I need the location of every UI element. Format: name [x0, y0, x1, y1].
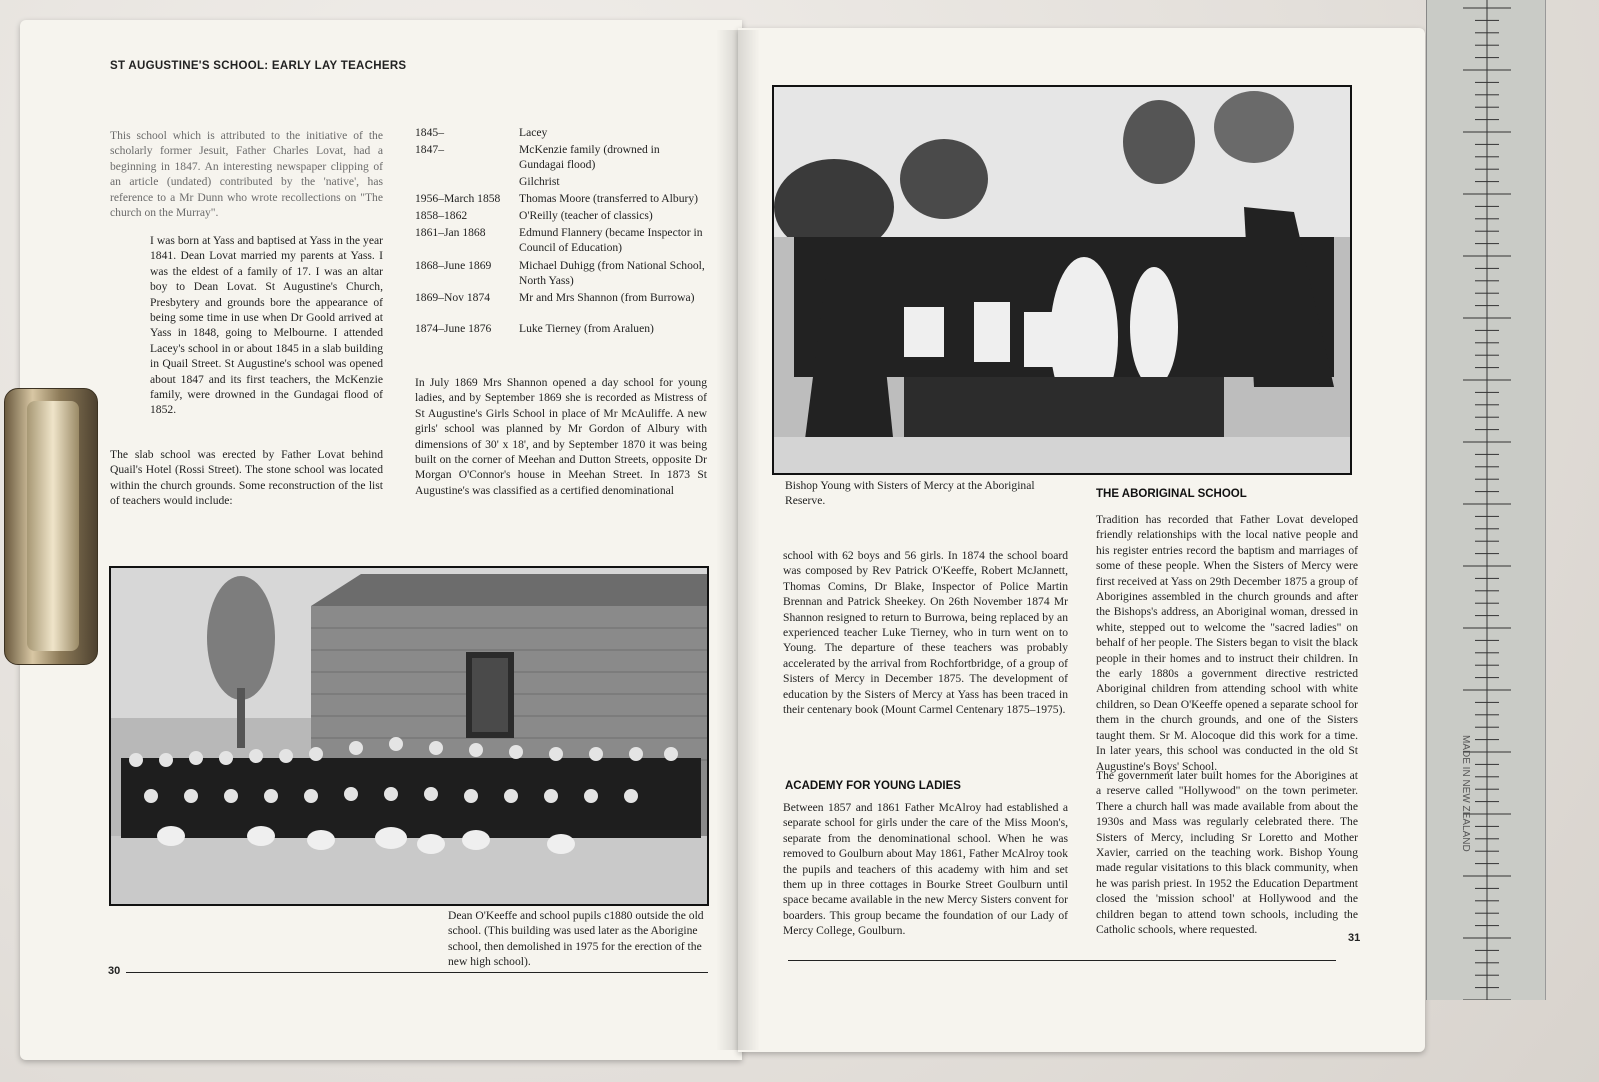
ruler-scale: [1427, 0, 1545, 1000]
teacher-row: 1847– McKenzie family (drowned in Gundagai flood): [415, 143, 660, 172]
teacher-row: 1956–March 1858 Thomas Moore (transferred to Albury): [415, 192, 699, 206]
teacher-list: [415, 125, 707, 338]
teacher-row: 1858–1862 O'Reilly (teacher of classics): [415, 209, 653, 223]
bishop-photo-illustration: [774, 87, 1350, 473]
continued-paragraph: school with 62 boys and 56 girls. In 1874 the school board was composed by Rev Patrick O'Keeffe, Robert McJannett, Thomas Comins, Dr Blake, Inspector of Police Martin Brennan and Patrick Sheekey. On 26th November 1874 Mr Shannon resigned to return to Burrowa, being replaced by an experienced teacher Luke Tierney, who in turn went on to Young. The departure of these teachers was probably accelerated by the arrival from Rochfortbridge, of a group of Sisters of Mercy in December 1875. The development of education by the Sisters of Mercy at Yass has been traced in their centenary book (Mount Carmel Centenary 1875–1975).: [783, 549, 1068, 717]
aboriginal-heading: THE ABORIGINAL SCHOOL: [1096, 488, 1247, 500]
teacher-row: 1845– Lacey: [415, 126, 548, 139]
teacher-row: Gilchrist: [519, 175, 560, 189]
intro-paragraph: This school which is attributed to the initiative of the scholarly former Jesuit, Father Charles Lovat, had a beginning in 1847. An interesting newspaper clipping of an article (undated) contributed by the 'native', has reference to a Mr Dunn who wrote recollections on "The church on the Murray".: [110, 129, 383, 220]
footer-rule-right: [788, 960, 1336, 961]
july-1869-paragraph: In July 1869 Mrs Shannon opened a day school for young ladies, and by September 1869 she is recorded as Mistress of St Augustine's Girls School in place of Mr McAuliffe. A new girls' school was planned by Mr Gordon of Albury with dimensions of 30' x 18', and by September 1870 it was being built on the corner of Meehan and Dutton Streets, opposite Dr Morgan O'Connor's house in Meehan Street. In 1873 St Augustine's was classified as a certified denominational: [415, 376, 707, 497]
aboriginal-paragraph-2: The government later built homes for the Aborigines at a reserve called "Hollywood" on the town perimeter. There a church hall was made available from about the 1930s and Mass was regularly celebrated there. The Sisters of Mercy, including Sr Loretto and Mother Xavier, carried on the teaching work. Bishop Young made regular visitations to this black community, when he was parish priest. In 1952 the Education Department closed the 'mission school' at Hollywood and the children began to attend town schools, including the Catholic schools, where requested.: [1096, 769, 1358, 937]
school-photo-caption: Dean O'Keeffe and school pupils c1880 outside the old school. (This building was used later as the Aborigine school, then demolished in 1975 for the erection of the new high school).: [448, 909, 704, 969]
ruler: [1426, 0, 1546, 1000]
page-number-right: 31: [1348, 932, 1361, 944]
teacher-row: 1874–June 1876 Luke Tierney (from Araluen): [415, 321, 654, 335]
teacher-row: 1868–June 1869 Michael Duhigg (from National School, North Yass): [415, 258, 705, 287]
school-photo-illustration: [111, 568, 707, 904]
bishop-photo-caption: Bishop Young with Sisters of Mercy at the Aboriginal Reserve.: [785, 479, 1035, 508]
aboriginal-paragraph-1: Tradition has recorded that Father Lovat developed friendly relationships with the local native people and his register entries record the baptism and marriages of some of these people. When the Sisters of Mercy were first received at Yass on 29th December 1875 a group of Aborigines assembled in the church grounds and after the Bishops's address, an Aboriginal woman, dressed in white, stepped out to welcome the "sacred ladies" on behalf of her people. The Sisters began to visit the black people in their homes and to instruct their children. In the early 1880s a government directive restricted Aboriginal children from attending school with white children, so Dean O'Keeffe opened a separate school for them in the church grounds, and one of the Sisters taught them. Sr M. Alocoque did this work for a time. In later years, this school was conducted in the old St Augustine's Boys' School.: [1096, 513, 1358, 773]
slab-school-paragraph: The slab school was erected by Father Lovat behind Quail's Hotel (Rossi Street). The stone school was located within the church grounds. Some reconstruction of the list of teachers would include:: [110, 448, 383, 508]
school-pupils-photo: [109, 566, 709, 906]
teacher-row: [415, 307, 707, 321]
bishop-sisters-photo: [772, 85, 1352, 475]
academy-heading: ACADEMY FOR YOUNG LADIES: [785, 780, 961, 792]
quote-paragraph: I was born at Yass and baptised at Yass in the year 1841. Dean Lovat married my parents at Yass. I was the eldest of a family of 17. I was an altar boy to Dean Lovat. St Augustine's Church, Presbytery and grounds bore the appearance of being some time in use when Dr Goold arrived at Yass in 1848, going to Melbourne. I attended Lacey's school in or about 1845 in a slab building in Quail Street. St Augustine's school was opened about 1847 and its first teachers, the McKenzie family, were drowned in the Gundagai flood of 1852.: [150, 234, 383, 417]
page-header: ST AUGUSTINE'S SCHOOL: EARLY LAY TEACHERS: [110, 60, 407, 72]
binder-clip: [4, 388, 98, 665]
book-gutter: [716, 30, 760, 1050]
binder-clip-face: [27, 401, 79, 651]
teacher-row: 1869–Nov 1874 Mr and Mrs Shannon (from Burrowa): [415, 290, 695, 304]
academy-paragraph: Between 1857 and 1861 Father McAlroy had established a separate school for girls under the care of the Miss Moon's, separate from the denominational school. When he was removed to Goulburn about May 1861, Father McAlroy took the pupils and teachers of this academy with him and set them up in three cottages in Bourke Street Goulburn until space became available in the new Mercy Sisters convent for boarders. This group became the foundation of our Lady of Mercy College, Goulburn.: [783, 801, 1068, 938]
teacher-row: 1861–Jan 1868 Edmund Flannery (became Inspector in Council of Education): [415, 226, 703, 255]
page-number-left: 30: [108, 965, 121, 977]
footer-rule-left: [126, 972, 708, 973]
ruler-maker-mark: MADE IN NEW ZEALAND: [1460, 735, 1471, 852]
